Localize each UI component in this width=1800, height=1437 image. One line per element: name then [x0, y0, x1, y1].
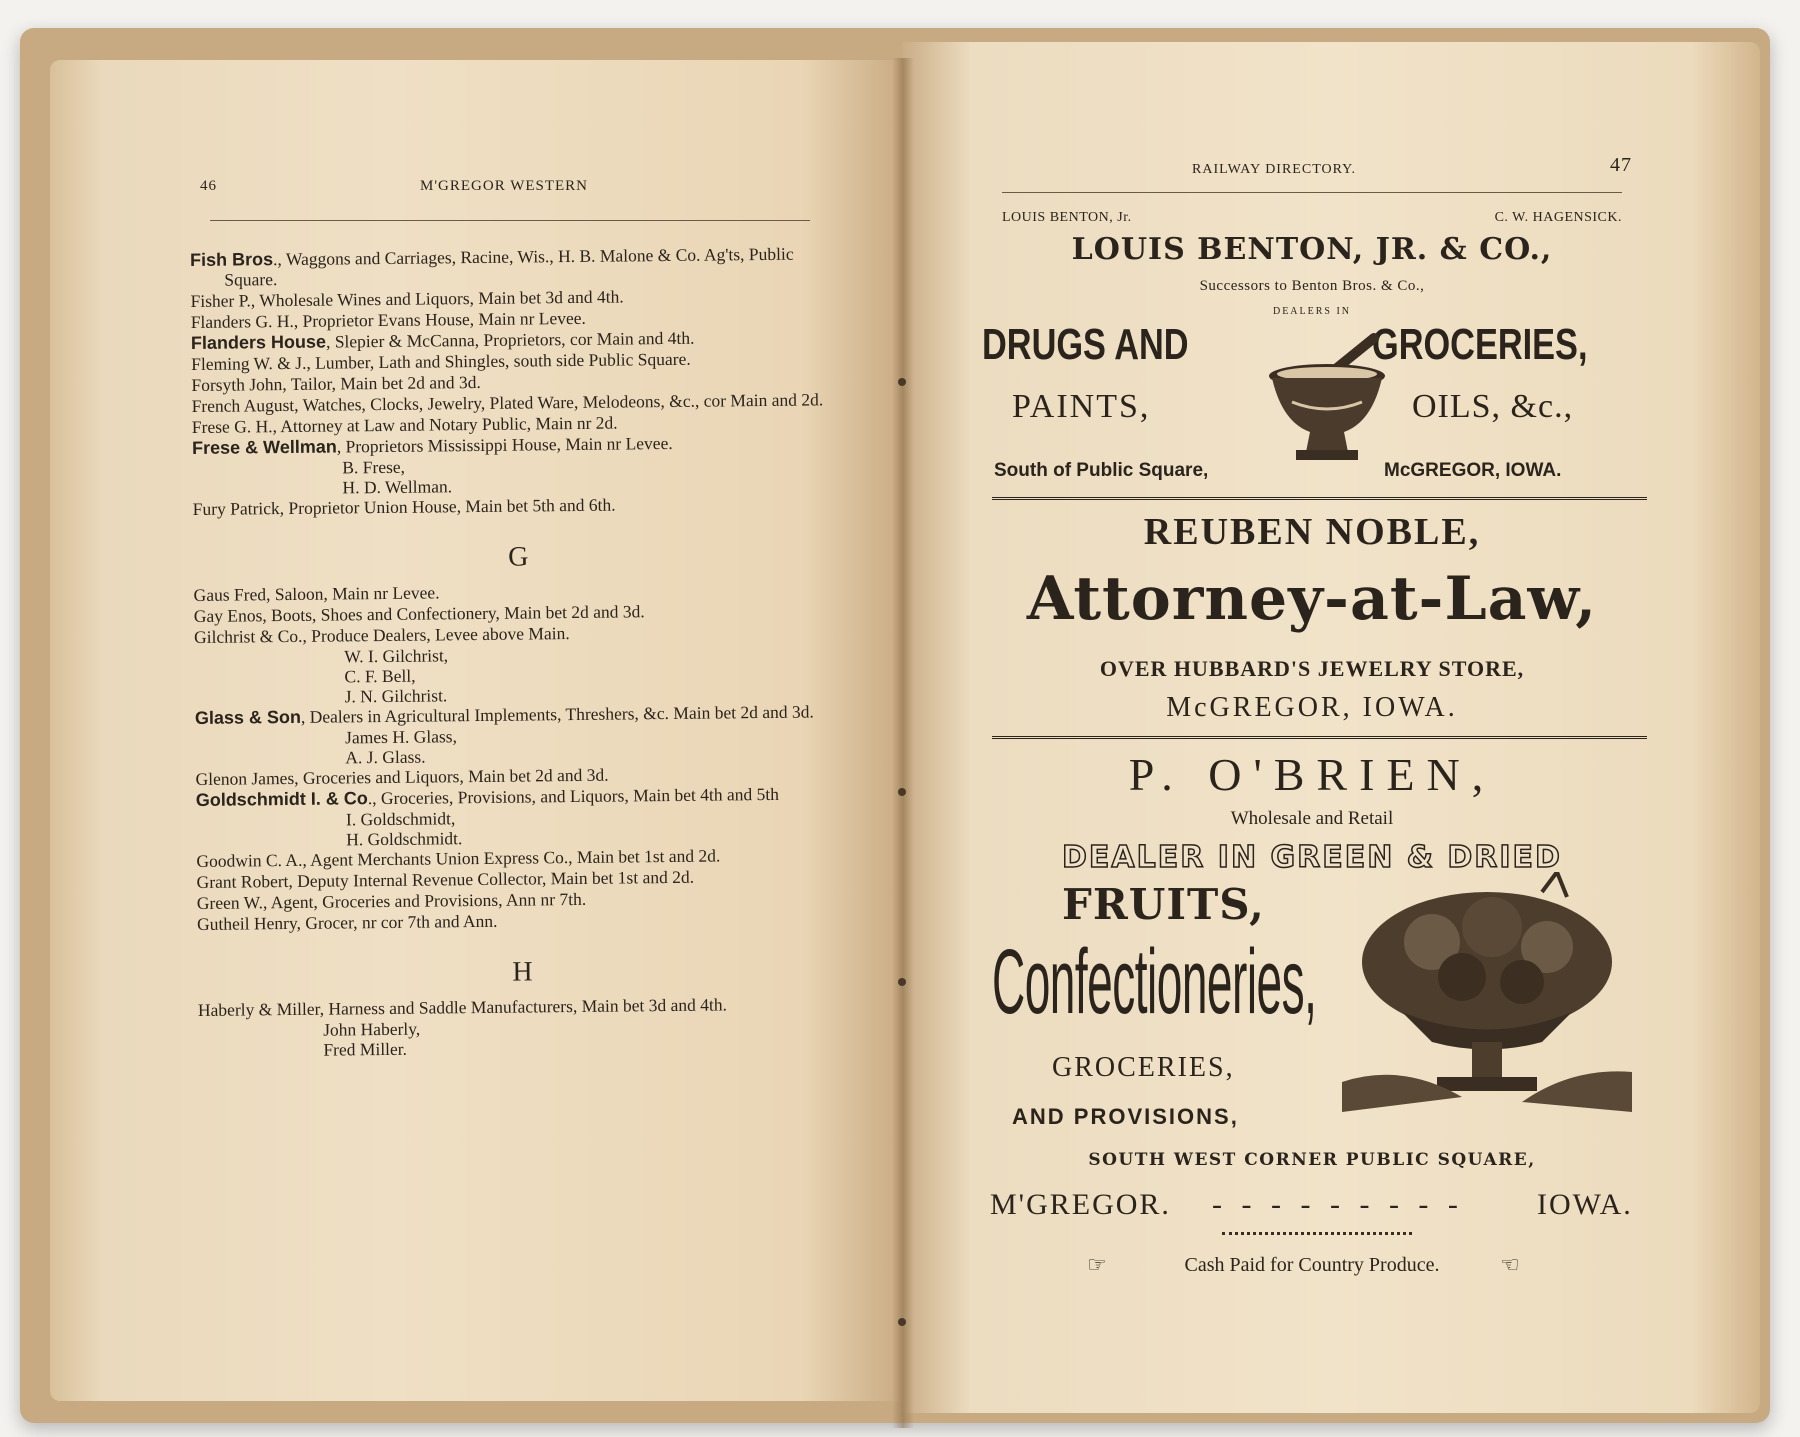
- partner-name: C. F. Bell,: [344, 665, 416, 687]
- entry-gutheil: Gutheil Henry, Grocer, nr cor 7th and Ann.: [196, 910, 498, 934]
- entry-haberly: Haberly & Miller, Harness and Saddle Manufacturers, Main bet 3d and 4th.: [197, 994, 728, 1020]
- noble-name: REUBEN NOBLE,: [1143, 511, 1481, 553]
- divider-rule: [992, 497, 1647, 500]
- section-letter-g: G: [507, 541, 529, 573]
- obrien-dealer-line: DEALER IN GREEN & DRIED: [1062, 840, 1562, 875]
- entry-fisher: Fisher P., Wholesale Wines and Liquors, Main bet 3d and 4th.: [190, 286, 624, 311]
- entry-goodwin: Goodwin C. A., Agent Merchants Union Express Co., Main bet 1st and 2d.: [196, 845, 721, 871]
- entry-fury: Fury Patrick, Proprietor Union House, Main bet 5th and 6th.: [192, 494, 616, 519]
- divider-rule: [992, 736, 1647, 739]
- left-page-number: 46: [200, 178, 217, 194]
- entry-frese-wellman: Frese & Wellman, Proprietors Mississippi House, Main nr Levee.: [191, 432, 673, 458]
- pointing-hand-left-icon: ☜: [1500, 1252, 1520, 1277]
- entry-flanders-gh: Flanders G. H., Proprietor Evans House, Main nr Levee.: [190, 307, 586, 332]
- benton-city: McGREGOR, IOWA.: [1384, 460, 1562, 481]
- left-running-title: M'GREGOR WESTERN: [420, 178, 589, 194]
- entry-french: French August, Watches, Clocks, Jewelry, Plated Ware, Melodeons, &c., cor Main and 2d.: [191, 389, 824, 416]
- binding-stitch: [898, 978, 906, 986]
- obrien-address: SOUTH WEST CORNER PUBLIC SQUARE,: [1088, 1150, 1536, 1170]
- obrien-provisions: AND PROVISIONS,: [1012, 1104, 1239, 1129]
- binding-stitch: [898, 378, 906, 386]
- partner-name: H. Goldschmidt.: [346, 828, 463, 850]
- directory-entries: [190, 243, 848, 1061]
- binding-stitch: [898, 1318, 906, 1326]
- obrien-wholesale: Wholesale and Retail: [1230, 808, 1394, 829]
- partner-left: LOUIS BENTON, Jr.: [1002, 210, 1132, 225]
- entry-fish-bros: Fish Bros., Waggons and Carriages, Racine, Wis., H. B. Malone & Co. Ag'ts, Public Square.: [190, 243, 794, 290]
- ornament-rule: [1222, 1232, 1412, 1235]
- entry-goldschmidt: Goldschmidt I. & Co., Groceries, Provisions, and Liquors, Main bet 4th and 5th: [195, 783, 780, 810]
- entry-glenon: Glenon James, Groceries and Liquors, Main bet 2d and 3d.: [195, 764, 609, 789]
- entry-gaus: Gaus Fred, Saloon, Main nr Levee.: [193, 582, 440, 605]
- partner-right: C. W. HAGENSICK.: [1494, 210, 1622, 225]
- entry-flanders-house: Flanders House, Slepier & McCanna, Proprietors, cor Main and 4th.: [190, 327, 695, 353]
- noble-attorney: Attorney-at-Law,: [1026, 564, 1598, 634]
- entry-gilchrist: Gilchrist & Co., Produce Dealers, Levee above Main.: [193, 623, 570, 647]
- entry-gay: Gay Enos, Boots, Shoes and Confectionery, Main bet 2d and 3d.: [193, 601, 645, 626]
- right-page-number: 47: [1610, 154, 1632, 176]
- oils-text: OILS, &c.,: [1412, 388, 1574, 425]
- benton-location: South of Public Square,: [994, 460, 1209, 481]
- binding-stitch: [898, 788, 906, 796]
- entry-glass: Glass & Son, Dealers in Agricultural Implements, Threshers, &c. Main bet 2d and 3d.: [194, 701, 814, 728]
- entry-frese-gh: Frese G. H., Attorney at Law and Notary Public, Main nr 2d.: [191, 412, 618, 437]
- obrien-groceries: GROCERIES,: [1052, 1052, 1235, 1083]
- entry-fleming: Fleming W. & J., Lumber, Lath and Shingles, south side Public Square.: [191, 348, 691, 374]
- drugs-text: DRUGS AND: [982, 320, 1189, 369]
- obrien-city: M'GREGOR.: [990, 1188, 1171, 1221]
- dealers-in: DEALERS IN: [1272, 306, 1352, 317]
- partner-name: H. D. Wellman.: [342, 476, 453, 498]
- cash-line: Cash Paid for Country Produce.: [1184, 1254, 1440, 1276]
- leader-dashes: - - - - - - - - -: [1212, 1188, 1464, 1221]
- obrien-confectioneries: Confectioneries,: [992, 931, 1317, 1033]
- fruit-basket-icon: [1342, 872, 1632, 1122]
- left-header-rule: [210, 220, 810, 221]
- partner-name: I. Goldschmidt,: [345, 808, 456, 830]
- groceries-text: GROCERIES,: [1372, 320, 1588, 369]
- partner-name: Fred Miller.: [323, 1038, 408, 1060]
- entry-grant: Grant Robert, Deputy Internal Revenue Collector, Main bet 1st and 2d.: [196, 866, 695, 892]
- benton-firm: LOUIS BENTON, JR. & CO.,: [1071, 232, 1553, 267]
- partner-name: J. N. Gilchrist.: [344, 685, 448, 707]
- entry-green: Green W., Agent, Groceries and Provisions, Ann nr 7th.: [196, 888, 587, 913]
- entry-forsyth: Forsyth John, Tailor, Main bet 2d and 3d.: [191, 371, 481, 395]
- mortar-pestle-icon: [1262, 332, 1392, 472]
- partner-name: John Haberly,: [323, 1018, 421, 1040]
- book-gutter: [892, 58, 914, 1428]
- obrien-state: IOWA.: [1537, 1188, 1633, 1221]
- partner-name: James H. Glass,: [345, 726, 458, 748]
- partner-name: W. I. Gilchrist,: [344, 645, 449, 667]
- noble-city: McGREGOR, IOWA.: [1166, 692, 1458, 723]
- section-letter-h: H: [512, 956, 533, 988]
- right-header-rule: [1002, 192, 1622, 193]
- right-page: [902, 42, 1760, 1413]
- obrien-fruits: FRUITS,: [1062, 880, 1265, 929]
- benton-successors: Successors to Benton Bros. & Co.,: [1199, 278, 1425, 294]
- partner-name: A. J. Glass.: [345, 746, 426, 768]
- obrien-name: P. O'BRIEN,: [1128, 749, 1496, 800]
- noble-address: OVER HUBBARD'S JEWELRY STORE,: [1099, 656, 1525, 681]
- book: [20, 28, 1770, 1423]
- right-running-title: RAILWAY DIRECTORY.: [1192, 162, 1356, 177]
- paints-text: PAINTS,: [1012, 388, 1151, 425]
- left-page: [50, 60, 902, 1401]
- pointing-hand-right-icon: ☞: [1087, 1252, 1107, 1277]
- partner-name: B. Frese,: [342, 456, 406, 478]
